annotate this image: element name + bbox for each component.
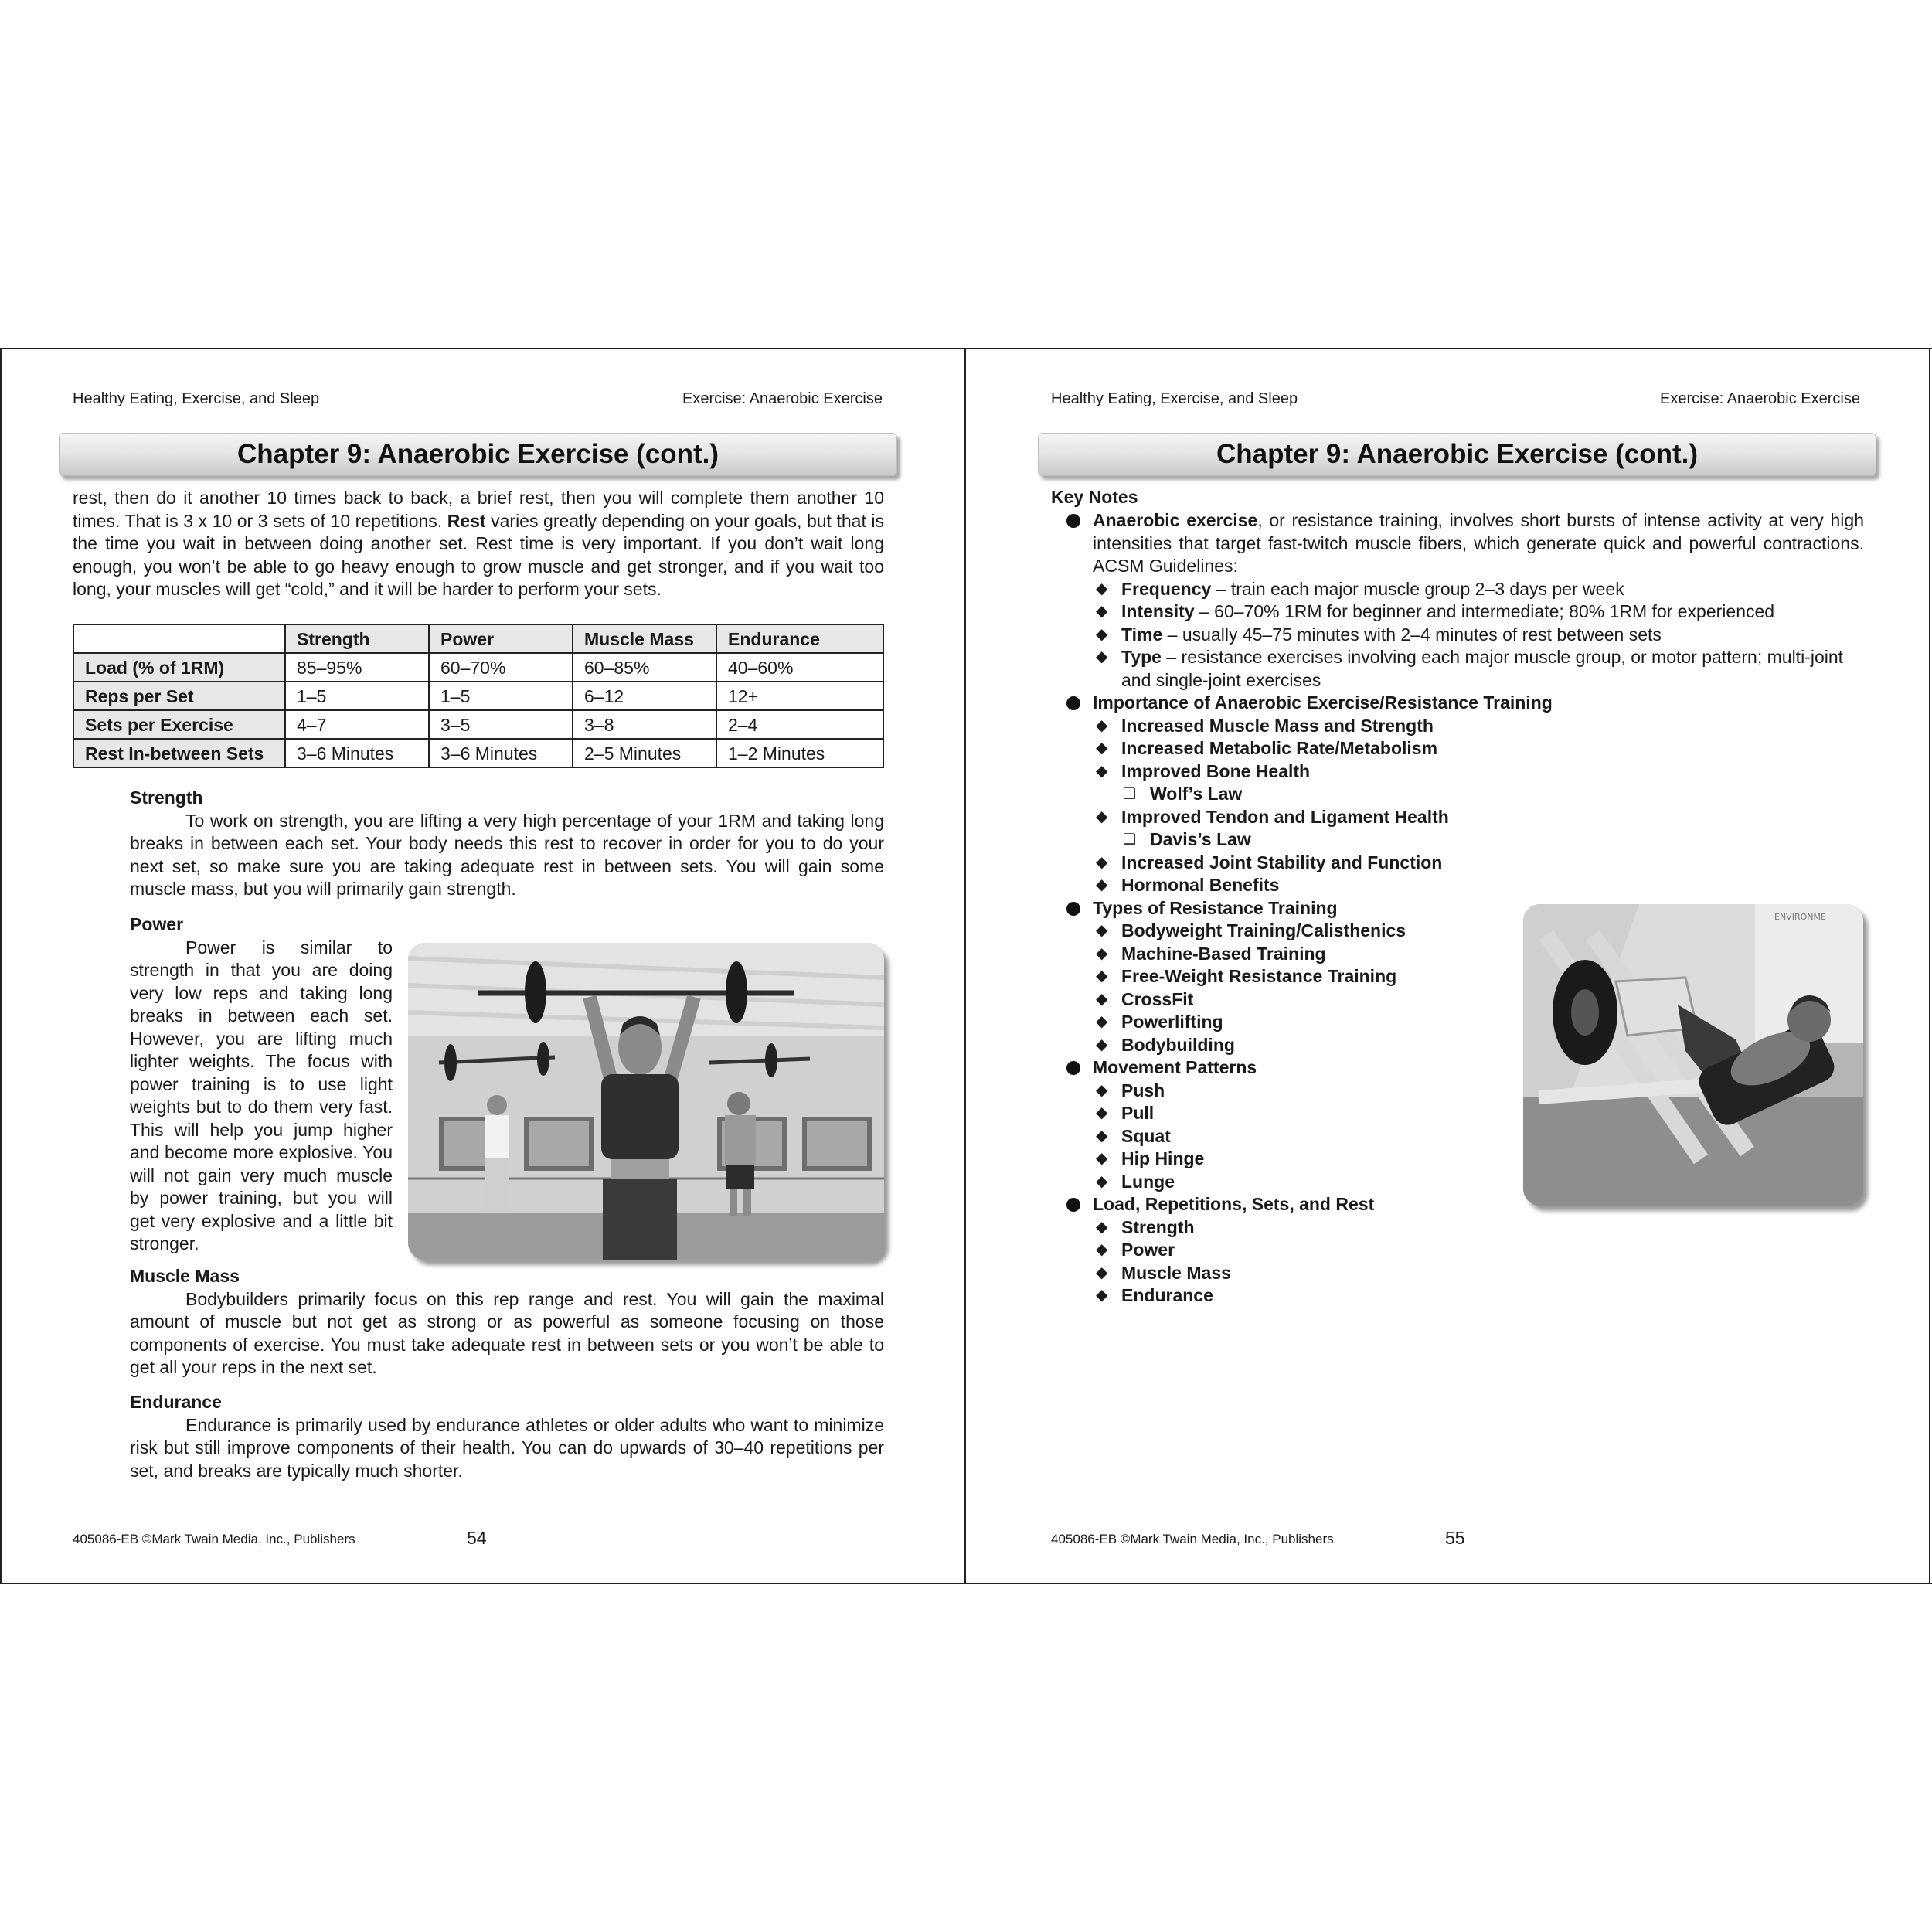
list-item — [1051, 600, 1864, 624]
intro-paragraph — [73, 487, 884, 601]
guideline-term: Type — [1121, 647, 1162, 667]
diamond-icon: ◆ — [1096, 968, 1108, 985]
list-item — [1051, 806, 1864, 829]
chapter-banner — [59, 433, 897, 476]
movement-item: Lunge — [1121, 1171, 1175, 1192]
endurance-section — [130, 1391, 884, 1482]
running-head-left: Healthy Eating, Exercise, and Sleep — [73, 390, 320, 407]
table-header: Strength — [285, 624, 429, 653]
types-item: Bodyweight Training/Calisthenics — [1121, 920, 1406, 940]
diamond-icon: ◆ — [1096, 1127, 1108, 1145]
diamond-icon: ◆ — [1096, 922, 1108, 939]
diamond-icon: ◆ — [1096, 1264, 1108, 1281]
types-item: CrossFit — [1121, 988, 1194, 1009]
load-title: Load, Repetitions, Sets, and Rest — [1093, 1194, 1375, 1214]
importance-subitem: Davis’s Law — [1150, 829, 1251, 849]
page-54 — [0, 349, 965, 1583]
movement-item: Squat — [1121, 1125, 1171, 1146]
importance-item: Improved Bone Health — [1121, 760, 1311, 781]
diamond-icon: ◆ — [1096, 580, 1108, 597]
intro-text-2: varies greatly depending on your goals, but that is the time you wait in between doing another set. Rest time is very important. If you don’t wait long enough, you won’t be able to go heavy enough to grow muscle and get stronger, and if you wait too long, your muscles will get “cold,” and it will be harder to perform your sets. — [73, 510, 884, 599]
table-cell: 1–2 Minutes — [716, 739, 883, 767]
diamond-icon: ◆ — [1096, 1036, 1108, 1053]
movement-item: Pull — [1121, 1103, 1155, 1123]
diamond-icon: ◆ — [1096, 876, 1108, 893]
movement-item: Push — [1121, 1080, 1165, 1100]
table-header: Power — [429, 624, 573, 653]
muscle-mass-heading: Muscle Mass — [130, 1266, 240, 1286]
guideline-text: – 60–70% 1RM for beginner and intermediate; 80% 1RM for experienced — [1194, 601, 1775, 621]
load-item: Strength — [1121, 1216, 1195, 1237]
rest-term: Rest — [447, 510, 486, 531]
strength-text: To work on strength, you are lifting a very high percentage of your 1RM and taking long breaks in between each set. Your body needs this rest to recover in order for you to do your next set, so make sure you are taking adequate rest in between sets. You will gain some muscle mass, but you will primarily gain strength. — [130, 810, 884, 899]
table-corner-cell — [73, 624, 285, 653]
leg-press-illustration — [1523, 904, 1863, 1206]
importance-item: Improved Tendon and Ligament Health — [1121, 806, 1449, 827]
guideline-text: – train each major muscle group 2–3 days per week — [1211, 578, 1624, 599]
table-cell: 3–6 Minutes — [285, 739, 429, 767]
guideline-text: – usually 45–75 minutes with 2–4 minutes of rest between sets — [1162, 624, 1662, 645]
table-header-row — [73, 624, 883, 653]
table-row-label: Load (% of 1RM) — [73, 653, 285, 682]
load-item: Muscle Mass — [1121, 1262, 1231, 1283]
intro-text-1: rest, then do it another 10 times back to back, a brief rest, then you will complete them another 10 times. That is 3 x 10 or 3 sets of 10 repetitions. — [73, 488, 884, 531]
chapter-title: Chapter 9: Anaerobic Exercise (cont.) — [1216, 439, 1699, 469]
running-head-right: Exercise: Anaerobic Exercise — [1659, 390, 1860, 407]
diamond-icon: ◆ — [1096, 1104, 1108, 1121]
strength-heading: Strength — [130, 787, 203, 808]
weightlifting-class-illustration — [408, 943, 884, 1260]
table-cell: 3–6 Minutes — [429, 739, 573, 767]
importance-subitem: Wolf’s Law — [1150, 784, 1243, 804]
list-item — [1051, 646, 1864, 692]
leg-press-photo — [1523, 904, 1863, 1206]
chapter-title: Chapter 9: Anaerobic Exercise (cont.) — [236, 439, 719, 469]
filled-circle-icon — [1066, 696, 1080, 710]
diamond-icon: ◆ — [1096, 944, 1108, 962]
table-cell: 3–8 — [573, 710, 716, 739]
running-head-left: Healthy Eating, Exercise, and Sleep — [1051, 390, 1298, 407]
table-cell: 4–7 — [285, 710, 429, 739]
box-icon: ❏ — [1123, 832, 1137, 848]
guideline-text: – resistance exercises involving each major muscle group, or motor pattern; multi-joint and single-joint exercises — [1121, 647, 1844, 690]
types-item: Bodybuilding — [1121, 1034, 1235, 1055]
diamond-icon: ◆ — [1096, 740, 1108, 757]
diamond-icon: ◆ — [1096, 1241, 1108, 1258]
table-row-label: Reps per Set — [73, 682, 285, 710]
list-item — [1051, 1216, 1864, 1240]
table-cell: 1–5 — [285, 682, 429, 710]
diamond-icon: ◆ — [1096, 762, 1108, 780]
list-item — [1051, 1284, 1864, 1308]
load-item: Endurance — [1121, 1285, 1213, 1305]
importance-item: Hormonal Benefits — [1121, 875, 1280, 895]
list-item — [1051, 828, 1864, 852]
table-cell: 3–5 — [429, 710, 573, 739]
filled-circle-icon — [1066, 902, 1080, 916]
list-item — [1051, 760, 1864, 784]
diamond-icon: ◆ — [1096, 716, 1108, 734]
list-item — [1051, 715, 1864, 738]
diamond-icon: ◆ — [1096, 625, 1108, 643]
list-item — [1051, 509, 1864, 578]
muscle-mass-text: Bodybuilders primarily focus on this rep range and rest. You will gain the maximal amount of muscle but not get as strong or as powerful as someone focusing on those components of exercise. You must take adequate rest in between sets or you won’t be able to get all your reps in the next set. — [130, 1288, 884, 1377]
diamond-icon: ◆ — [1096, 853, 1108, 871]
diamond-icon: ◆ — [1096, 1172, 1108, 1190]
box-icon: ❏ — [1123, 786, 1137, 802]
power-heading: Power — [130, 914, 184, 934]
list-item — [1051, 852, 1864, 875]
movement-title: Movement Patterns — [1093, 1057, 1257, 1077]
strength-section — [130, 787, 884, 901]
table-cell: 60–85% — [573, 653, 716, 682]
endurance-heading: Endurance — [130, 1392, 222, 1412]
list-item — [1051, 1262, 1864, 1285]
load-item: Power — [1121, 1240, 1175, 1260]
running-head-right: Exercise: Anaerobic Exercise — [682, 390, 883, 407]
table-cell: 6–12 — [573, 682, 716, 710]
anaerobic-term: Anaerobic exercise — [1093, 510, 1258, 530]
list-item — [1051, 1239, 1864, 1262]
table-cell: 1–5 — [429, 682, 573, 710]
guideline-term: Intensity — [1121, 601, 1195, 621]
table-cell: 60–70% — [429, 653, 573, 682]
book-spread — [0, 348, 1932, 1584]
table-row — [73, 710, 883, 739]
chapter-banner — [1038, 433, 1876, 476]
diamond-icon: ◆ — [1096, 808, 1108, 825]
list-item — [1051, 874, 1864, 897]
page-55 — [965, 349, 1930, 1583]
table-cell: 2–5 Minutes — [573, 739, 716, 767]
page-number: 55 — [1445, 1528, 1465, 1548]
list-item — [1051, 692, 1864, 715]
diamond-icon: ◆ — [1096, 1218, 1108, 1236]
table-cell: 40–60% — [716, 653, 883, 682]
list-item — [1051, 783, 1864, 806]
endurance-text: Endurance is primarily used by endurance athletes or older adults who want to minimize risk but still improve components of their health. You can do upwards of 30–40 repetitions per set, and breaks are typically much shorter. — [130, 1414, 884, 1481]
muscle-mass-section — [130, 1265, 884, 1379]
importance-item: Increased Muscle Mass and Strength — [1121, 715, 1434, 736]
photo-sign-text: ENVIRONME — [1774, 912, 1826, 922]
table-row-label: Rest In-between Sets — [73, 739, 285, 767]
filled-circle-icon — [1066, 1198, 1080, 1212]
load-table — [73, 624, 884, 768]
weightlifting-class-photo — [408, 943, 884, 1260]
diamond-icon: ◆ — [1096, 1081, 1108, 1099]
importance-item: Increased Joint Stability and Function — [1121, 852, 1443, 872]
page-number: 54 — [467, 1528, 487, 1548]
filled-circle-icon — [1066, 514, 1080, 528]
list-item — [1051, 737, 1864, 760]
diamond-icon: ◆ — [1096, 1013, 1108, 1030]
diamond-icon: ◆ — [1096, 1287, 1108, 1304]
importance-item: Increased Metabolic Rate/Metabolism — [1121, 738, 1438, 758]
types-item: Machine-Based Training — [1121, 943, 1326, 964]
table-row — [73, 653, 883, 682]
list-item — [1051, 624, 1864, 647]
diamond-icon: ◆ — [1096, 1150, 1108, 1167]
types-title: Types of Resistance Training — [1093, 897, 1338, 918]
movement-item: Hip Hinge — [1121, 1148, 1205, 1168]
table-row-label: Sets per Exercise — [73, 710, 285, 739]
table-row — [73, 682, 883, 710]
types-item: Free-Weight Resistance Training — [1121, 966, 1397, 986]
footer-code: 405086-EB ©Mark Twain Media, Inc., Publishers — [73, 1532, 355, 1546]
table-header: Muscle Mass — [573, 624, 716, 653]
list-item — [1051, 578, 1864, 601]
importance-title: Importance of Anaerobic Exercise/Resistance Training — [1093, 692, 1553, 713]
table-cell: 12+ — [716, 682, 883, 710]
filled-circle-icon — [1066, 1061, 1080, 1075]
anaerobic-text: , or resistance training, involves short bursts of intense activity at very high intensities that target fast-twitch muscle fibers, which generate quick and powerful contractions. ACSM Guidelines: — [1093, 510, 1864, 576]
guideline-term: Frequency — [1121, 578, 1212, 599]
power-text: Power is similar to strength in that you are doing very low reps and taking long breaks in between each set. However, you are lifting much lighter weights. The focus with power training is to use light weights but to do them very fast. This will help you jump higher and become more explosive. You will not gain very much muscle by power training, but you will get very explosive and a little bit stronger. — [130, 937, 393, 1253]
table-header: Endurance — [716, 624, 883, 653]
footer-code: 405086-EB ©Mark Twain Media, Inc., Publishers — [1051, 1532, 1334, 1546]
types-item: Powerlifting — [1121, 1012, 1223, 1032]
table-row — [73, 739, 883, 767]
key-notes-title: Key Notes — [1051, 487, 1138, 507]
diamond-icon: ◆ — [1096, 990, 1108, 1008]
guideline-term: Time — [1121, 624, 1163, 645]
table-cell: 2–4 — [716, 710, 883, 739]
diamond-icon: ◆ — [1096, 648, 1108, 665]
table-cell: 85–95% — [285, 653, 429, 682]
diamond-icon: ◆ — [1096, 603, 1108, 620]
